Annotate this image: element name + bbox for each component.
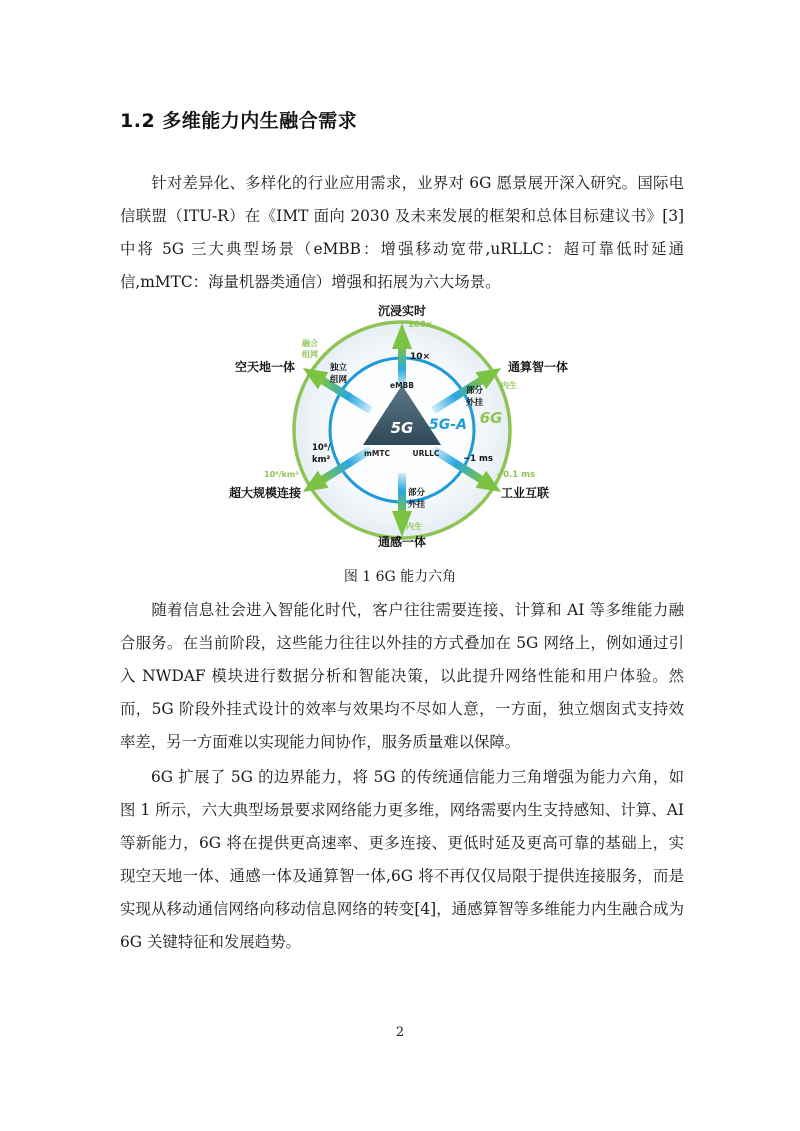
outer-label-lower-right: ~0.1 ms xyxy=(496,470,536,480)
triangle-label-5g: 5G xyxy=(390,419,414,437)
paragraph-6g-expansion xyxy=(120,761,684,959)
inner-label-top: 10× xyxy=(410,352,431,362)
paragraph-text: 随着信息社会进入智能化时代，客户往往需要连接、计算和 AI 等多维能力融合服务。在当前阶段，这些能力往往以外挂的方式叠加在 5G 网络上，例如通过引入 NWDAF 模块进行数据分析和智能决策，以此提升网络性能和用户体验。然而，5G 阶段外挂式设计的效率与效果均不尽如人意，一方面，独立烟囱式支持效率差，另一方面难以实现能力间协作，服务质量难以保障。 xyxy=(120,601,684,751)
scenario-industrial-internet: 工业互联 xyxy=(500,486,550,500)
section-heading: 1.2 多维能力内生融合需求 xyxy=(120,110,358,132)
inner-label-lower-right: ~1 ms xyxy=(463,454,493,464)
paragraph-text: 6G 扩展了 5G 的边界能力，将 5G 的传统通信能力三角增强为能力六角，如图 1 所示，六大典型场景要求网络能力更多维，网络需要内生支持感知、计算、AI 等新能力，6G 将在提供更高速率、更多连接、更低时延及更高可靠的基础上，实现空天地一体、通感一体及通算智一体,6G 将不再仅仅局限于提供连接服务，而是实现从移动通信网络向移动信息网络的转变[4]，通感算智等多维能力内生融合成为 6G 关键特征和发展趋势。 xyxy=(120,768,684,951)
paragraph-intelligent-era xyxy=(120,594,684,759)
outer-label-bottom: 内生 xyxy=(406,522,422,531)
outer-label-upper-left-1: 融合 xyxy=(302,339,318,348)
page-number: 2 xyxy=(395,1025,405,1040)
vertex-embb: eMBB xyxy=(390,381,414,390)
inner-ring-label-5g-a: 5G-A xyxy=(429,417,467,433)
outer-label-upper-right: 内生 xyxy=(501,381,517,390)
inner-label-lower-left-2: km² xyxy=(312,455,331,465)
inner-label-bottom-2: 外挂 xyxy=(408,500,426,510)
inner-label-upper-left-2: 组网 xyxy=(330,375,348,385)
inner-label-upper-right-2: 外挂 xyxy=(466,398,484,408)
scenario-space-air-ground: 空天地一体 xyxy=(234,360,296,374)
scenario-immersive-realtime: 沉浸实时 xyxy=(377,304,427,318)
vertex-mmtc: mMTC xyxy=(364,449,390,458)
figure-caption: 图 1 6G 能力六角 xyxy=(343,569,457,585)
paragraph-text: 针对差异化、多样化的行业应用需求，业界对 6G 愿景展开深入研究。国际电信联盟（ITU-R）在《IMT 面向 2030 及未来发展的框架和总体目标建议书》[3]中将 5G 三大典型场景（eMBB：增强移动宽带,uRLLC：超可靠低时延通信,mMTC：海量机器类通信）增强和拓展为六大场景。 xyxy=(120,174,684,291)
outer-label-lower-left: 10⁸/km² xyxy=(264,470,299,479)
inner-label-lower-left-1: 10⁶/ xyxy=(312,443,331,453)
capability-hexagon-diagram xyxy=(220,295,580,560)
scenario-massive-connectivity: 超大规模连接 xyxy=(228,486,302,500)
outer-ring-label-6g: 6G xyxy=(479,409,503,427)
inner-label-upper-left-1: 独立 xyxy=(330,363,348,373)
paragraph-intro xyxy=(120,167,684,299)
inner-label-upper-right-1: 部分 xyxy=(466,386,484,396)
scenario-isac: 通感一体 xyxy=(377,535,427,549)
figure-6g-hexagon xyxy=(220,295,580,560)
outer-label-top: 100× xyxy=(408,320,433,330)
outer-label-upper-left-2: 组网 xyxy=(302,350,318,359)
scenario-comm-compute-ai: 通算智一体 xyxy=(507,360,569,374)
inner-label-bottom-1: 部分 xyxy=(408,488,426,498)
vertex-urllc: URLLC xyxy=(412,449,440,458)
